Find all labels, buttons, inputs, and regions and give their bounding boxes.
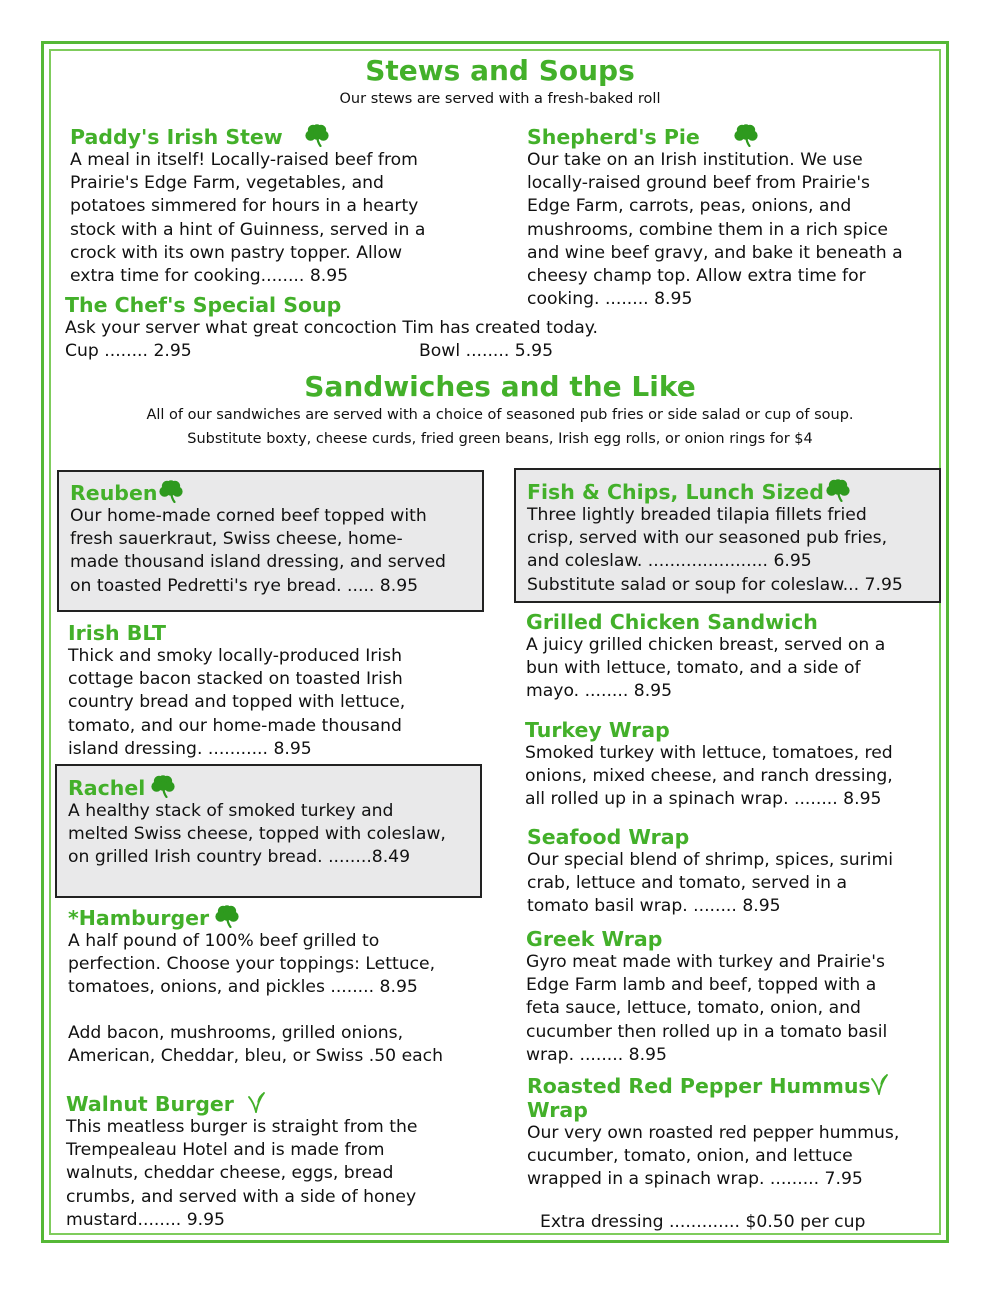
item-name: Greek Wrap bbox=[526, 927, 663, 951]
vegetarian-leaf-icon bbox=[248, 1091, 266, 1113]
item-description: Ask your server what great concoction Tim has created today. bbox=[65, 318, 598, 338]
menu-item-walnut-burger bbox=[66, 1091, 486, 1232]
menu-item-grilled-chicken-sandwich bbox=[526, 610, 936, 704]
menu-item-irish-blt bbox=[68, 621, 488, 761]
section-title-stews: Stews and Soups bbox=[365, 54, 635, 87]
menu-item-hamburger bbox=[68, 904, 488, 1068]
section-title-sandwiches: Sandwiches and the Like bbox=[304, 370, 696, 403]
menu-item-rachel bbox=[68, 774, 473, 870]
shamrock-icon bbox=[305, 123, 329, 147]
item-description: Our very own roasted red pepper hummus, cucumber, tomato, onion, and lettuce wrapped in a spinach wrap. ......... 7.95 bbox=[527, 1123, 900, 1190]
item-description: Our special blend of shrimp, spices, surimi crab, lettuce and tomato, served in a tomato basil wrap. ........ 8.95 bbox=[527, 850, 893, 917]
item-name: Irish BLT bbox=[68, 621, 166, 645]
shamrock-icon bbox=[826, 478, 850, 502]
item-description: This meatless burger is straight from the Trempealeau Hotel and is made from walnuts, cheddar cheese, eggs, bread crumbs, and served with a side of honey mustard........ 9.95 bbox=[66, 1117, 418, 1230]
soup-cup-price: Cup ........ 2.95 bbox=[65, 341, 192, 362]
menu-item-paddys-irish-stew bbox=[70, 123, 490, 288]
item-name: Shepherd's Pie bbox=[527, 125, 700, 149]
item-name-line-1: Roasted Red Pepper Hummus bbox=[527, 1074, 871, 1098]
menu-item-chefs-special-soup bbox=[65, 293, 705, 363]
hamburger-addon: Add bacon, mushrooms, grilled onions, American, Cheddar, bleu, or Swiss .50 each bbox=[68, 1022, 444, 1066]
item-name: Walnut Burger bbox=[66, 1092, 234, 1116]
item-name: *Hamburger bbox=[68, 906, 210, 930]
section-subtitle-sandwiches-1: All of our sandwiches are served with a choice of seasoned pub fries or side salad or cup of soup. bbox=[146, 407, 854, 423]
item-name: The Chef's Special Soup bbox=[65, 293, 342, 317]
menu-item-turkey-wrap bbox=[525, 718, 935, 812]
section-subtitle-sandwiches-2: Substitute boxty, cheese curds, fried green beans, Irish egg rolls, or onion rings for $4 bbox=[187, 431, 813, 447]
item-name: Fish & Chips, Lunch Sized bbox=[527, 480, 824, 504]
item-name: Turkey Wrap bbox=[525, 718, 670, 742]
item-description: Our home-made corned beef topped with fresh sauerkraut, Swiss cheese, home- made thousand island dressing, and served on toasted Pedretti's rye bread. ..... 8.95 bbox=[70, 506, 446, 596]
section-subtitle-stews: Our stews are served with a fresh-baked roll bbox=[339, 91, 661, 107]
menu-item-greek-wrap bbox=[526, 927, 936, 1067]
shamrock-icon bbox=[734, 123, 758, 147]
menu-item-fish-chips bbox=[527, 478, 937, 597]
item-description: A half pound of 100% beef grilled to perfection. Choose your toppings: Lettuce, tomatoes, onions, and pickles ........ 8.95 bbox=[68, 931, 436, 998]
menu-item-reuben bbox=[70, 479, 475, 598]
item-description: A juicy grilled chicken breast, served on a bun with lettuce, tomato, and a side of mayo. ........ 8.95 bbox=[526, 635, 886, 702]
item-name: Reuben bbox=[70, 481, 158, 505]
item-description: Three lightly breaded tilapia fillets fried crisp, served with our seasoned pub fries, and coleslaw. ...................... 6.95 Substitute salad or soup for coleslaw... 7.95 bbox=[527, 505, 903, 595]
item-name: Rachel bbox=[68, 776, 146, 800]
item-description: Our take on an Irish institution. We use locally-raised ground beef from Prairie's Edge Farm, carrots, peas, onions, and mushrooms, combine them in a rich spice and wine beef gravy, and bake it beneath a cheesy champ top. Allow extra time for cooking. ........ 8.95 bbox=[527, 150, 903, 310]
item-description: A healthy stack of smoked turkey and melted Swiss cheese, topped with coleslaw, on grilled Irish country bread. ........8.49 bbox=[68, 801, 446, 868]
soup-bowl-price: Bowl ........ 5.95 bbox=[419, 341, 554, 362]
item-description: Smoked turkey with lettuce, tomatoes, red onions, mixed cheese, and ranch dressing, all rolled up in a spinach wrap. ........ 8.95 bbox=[525, 743, 893, 810]
item-description: Thick and smoky locally-produced Irish cottage bacon stacked on toasted Irish country bread and topped with lettuce, tomato, and our home-made thousand island dressing. ........... 8.95 bbox=[68, 646, 406, 759]
menu-item-hummus-wrap bbox=[527, 1073, 942, 1192]
vegetarian-leaf-icon bbox=[871, 1073, 889, 1095]
menu-item-seafood-wrap bbox=[527, 825, 937, 919]
item-name: Seafood Wrap bbox=[527, 825, 690, 849]
item-name: Grilled Chicken Sandwich bbox=[526, 610, 818, 634]
item-name: Paddy's Irish Stew bbox=[70, 125, 283, 149]
item-description: A meal in itself! Locally-raised beef from Prairie's Edge Farm, vegetables, and potatoes simmered for hours in a hearty stock with a hint of Guinness, served in a crock with its own pastry topper. Allow extra time for cooking........ 8.95 bbox=[70, 150, 426, 287]
shamrock-icon bbox=[159, 479, 183, 503]
shamrock-icon bbox=[215, 904, 239, 928]
shamrock-icon bbox=[151, 774, 175, 798]
extra-dressing-note: Extra dressing ............. $0.50 per cup bbox=[540, 1212, 866, 1232]
item-name-line-2: Wrap bbox=[527, 1098, 588, 1122]
item-description: Gyro meat made with turkey and Prairie's Edge Farm lamb and beef, topped with a feta sauce, lettuce, tomato, onion, and cucumber then rolled up in a tomato basil wrap. ........ 8.95 bbox=[526, 952, 888, 1065]
menu-item-shepherds-pie bbox=[527, 123, 927, 311]
